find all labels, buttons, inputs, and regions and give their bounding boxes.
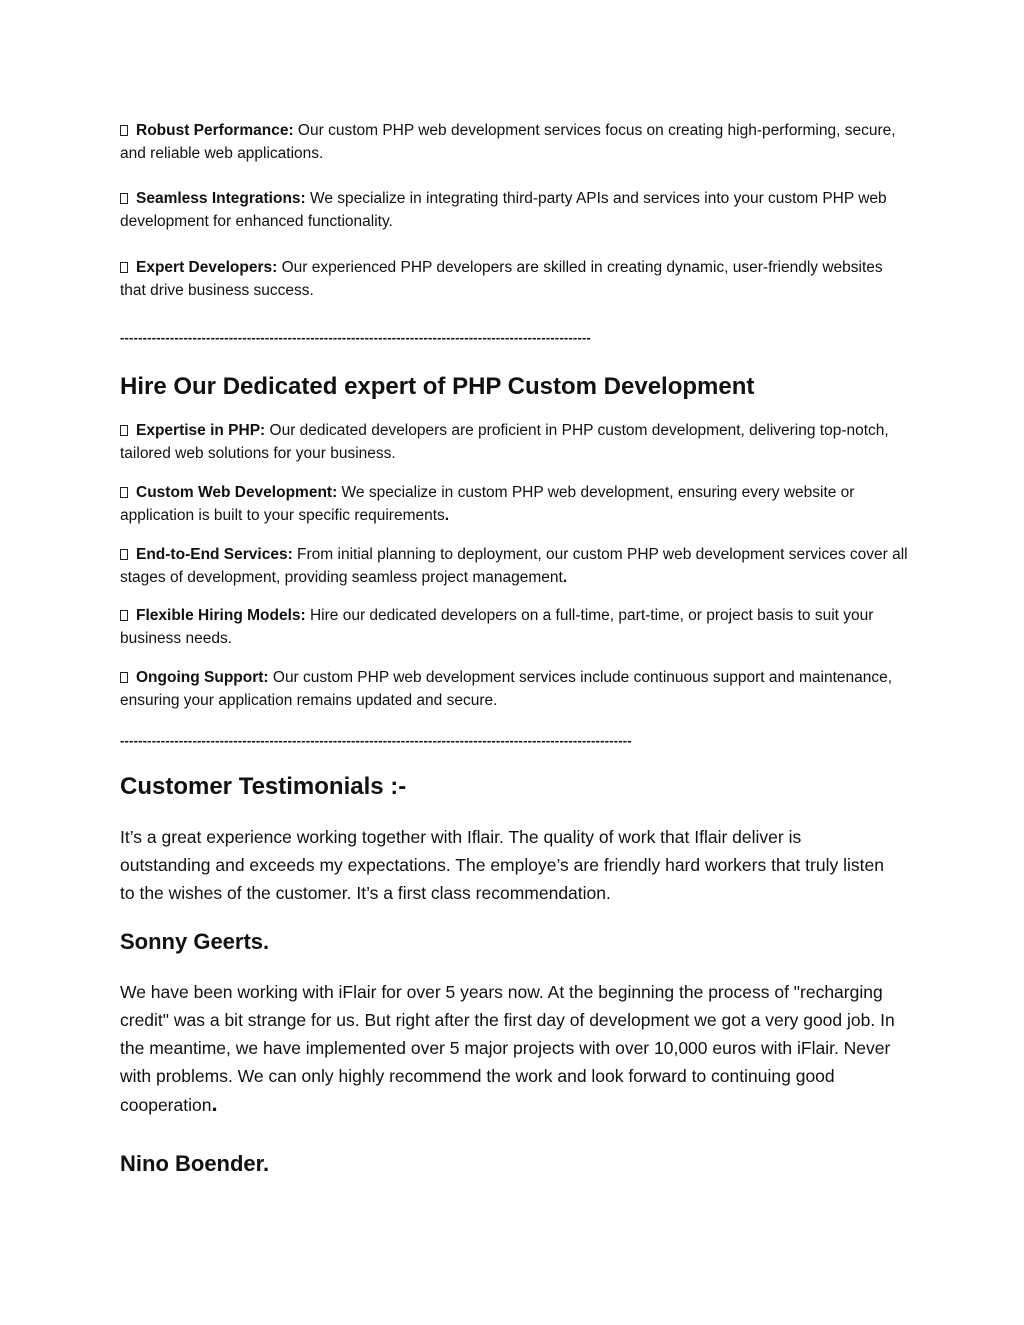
bullet-text: Our custom PHP web development services include continuous support and maintenance, ensuring your application remains updated and secure. bbox=[120, 669, 893, 709]
bullet-box-icon bbox=[120, 549, 128, 560]
bullet-text: Hire our dedicated developers on a full-time, part-time, or project basis to suit your business needs. bbox=[120, 607, 874, 647]
bullet-expertise-in-php bbox=[120, 420, 910, 465]
bullet-label: Flexible Hiring Models: bbox=[136, 607, 306, 624]
bullet-ongoing-support bbox=[120, 667, 910, 712]
bullet-box-icon bbox=[120, 262, 128, 273]
bullet-box-icon bbox=[120, 193, 128, 204]
bullet-box-icon bbox=[120, 125, 128, 136]
bullet-text: Our custom PHP web development services focus on creating high-performing, secure, and reliable web applications. bbox=[120, 122, 896, 162]
bullet-text: Our experienced PHP developers are skilled in creating dynamic, user-friendly websites that drive business success. bbox=[120, 259, 883, 299]
testimonials-heading: Customer Testimonials :- bbox=[120, 773, 407, 800]
quote-text: It’s a great experience working together with Iflair. The quality of work that Iflair deliver is outstanding and exceeds my expectations. The employe’s are friendly hard workers that truly listen to the wishes of the customer. It’s a first class recommendation. bbox=[120, 827, 884, 903]
bullet-label: Robust Performance: bbox=[136, 122, 294, 139]
bullet-end-mark: . bbox=[444, 506, 450, 524]
bullet-end-mark: . bbox=[562, 568, 568, 586]
quote-end-mark: . bbox=[211, 1091, 218, 1116]
divider-line: -------------------------------------------------------------------------------------------------------- bbox=[120, 330, 592, 345]
divider-line: ----------------------------------------------------------------------------------------------------------------- bbox=[120, 733, 632, 748]
testimonial-author: Nino Boender. bbox=[120, 1151, 270, 1176]
bullet-box-icon bbox=[120, 610, 128, 621]
bullet-box-icon bbox=[120, 487, 128, 498]
bullet-label: Expert Developers: bbox=[136, 259, 278, 276]
bullet-label: Seamless Integrations: bbox=[136, 190, 306, 207]
bullet-flexible-hiring-models bbox=[120, 605, 910, 650]
bullet-text: We specialize in custom PHP web development, ensuring every website or application is built to your specific requirements bbox=[120, 484, 855, 524]
bullet-box-icon bbox=[120, 672, 128, 683]
bullet-seamless-integrations bbox=[120, 187, 910, 233]
quote-text: We have been working with iFlair for over 5 years now. At the beginning the process of "recharging credit" was a bit strange for us. But right after the first day of development we got a very good job. In the meantime, we have implemented over 5 major projects with over 10,000 euros with iFlair. Never with problems. We can only highly recommend the work and look forward to continuing good cooperation bbox=[120, 982, 895, 1115]
bullet-end-to-end-services bbox=[120, 544, 910, 589]
testimonial-quote bbox=[120, 978, 910, 1119]
bullet-label: Expertise in PHP: bbox=[136, 422, 266, 439]
bullet-robust-performance bbox=[120, 119, 910, 165]
bullet-text: From initial planning to deployment, our custom PHP web development services cover all stages of development, providing seamless project management bbox=[120, 546, 908, 586]
bullet-box-icon bbox=[120, 425, 128, 436]
testimonial-author: Sonny Geerts. bbox=[120, 929, 270, 954]
testimonial-quote bbox=[120, 823, 895, 907]
bullet-label: End-to-End Services: bbox=[136, 546, 293, 563]
hire-section-heading: Hire Our Dedicated expert of PHP Custom Development bbox=[120, 373, 755, 400]
bullet-text: We specialize in integrating third-party APIs and services into your custom PHP web development for enhanced functionality. bbox=[120, 190, 887, 230]
bullet-label: Custom Web Development: bbox=[136, 484, 338, 501]
bullet-label: Ongoing Support: bbox=[136, 669, 269, 686]
bullet-text: Our dedicated developers are proficient in PHP custom development, delivering top-notch, tailored web solutions for your business. bbox=[120, 422, 889, 462]
bullet-custom-web-development bbox=[120, 482, 910, 527]
bullet-expert-developers bbox=[120, 256, 910, 302]
